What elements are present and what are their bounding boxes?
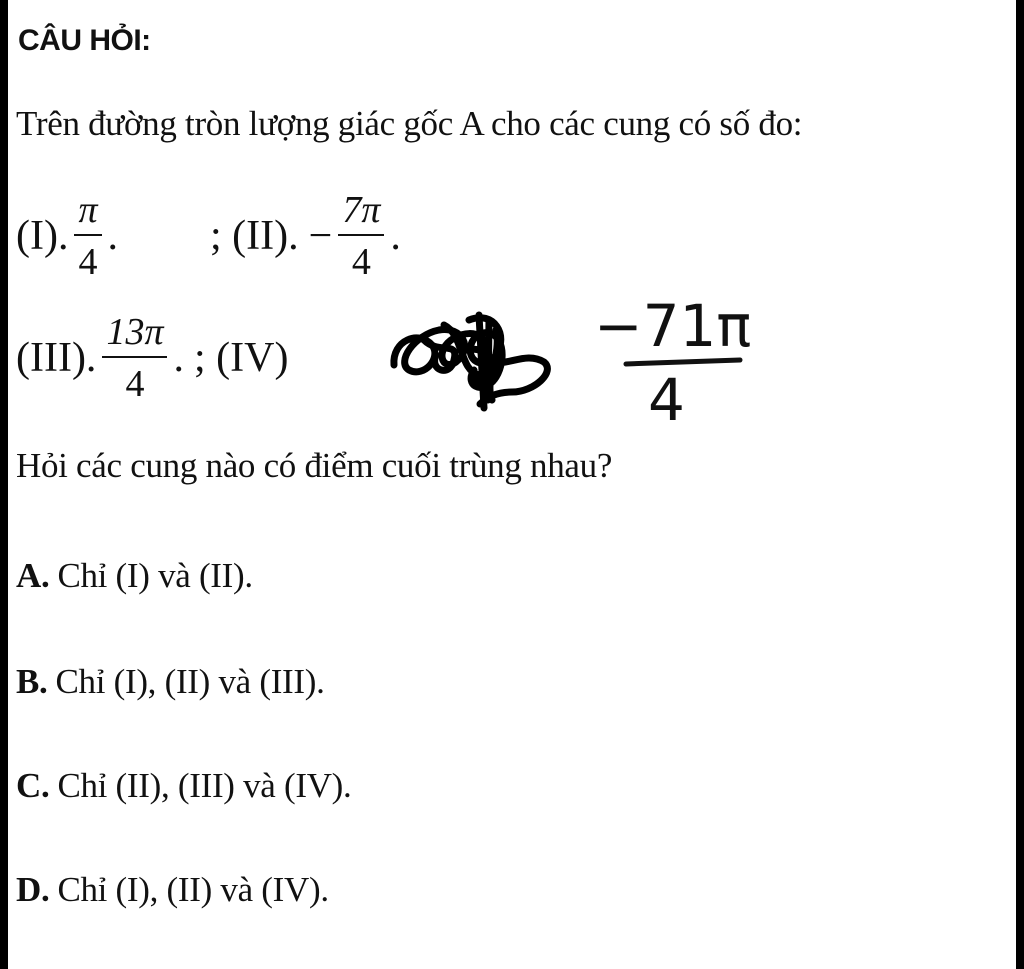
arc-ii-period: .: [390, 213, 401, 259]
arcs-line-1: [16, 188, 401, 284]
option-text: Chỉ (I), (II) và (IV).: [57, 870, 329, 909]
question-prompt: Trên đường tròn lượng giác gốc A cho các cung có số đo:: [16, 104, 803, 143]
ink-scribble-overlay: [384, 300, 554, 420]
question-heading: CÂU HỎI:: [18, 24, 151, 57]
question-page: [8, 0, 1016, 969]
arcs-line-2: [16, 310, 288, 406]
arc-ii-fraction: [338, 188, 384, 284]
arc-iv-label: ; (IV): [193, 335, 289, 381]
option-letter: C.: [16, 766, 50, 805]
arc-iii-fraction: [102, 310, 167, 406]
option-a[interactable]: [16, 556, 253, 596]
arc-iii-denominator: 4: [125, 363, 145, 405]
arc-i-label: (I).: [16, 213, 69, 259]
arc-ii-denominator: 4: [351, 241, 371, 283]
question-ask: Hỏi các cung nào có điểm cuối trùng nhau?: [16, 446, 613, 485]
handwritten-fraction: [588, 280, 788, 450]
arc-ii-label: ; (II).: [210, 213, 299, 259]
arc-ii-sign: −: [308, 213, 333, 259]
option-text: Chỉ (II), (III) và (IV).: [57, 766, 352, 805]
option-d[interactable]: [16, 870, 329, 910]
arc-iii-numerator: 13π: [102, 310, 167, 358]
arc-i-numerator: π: [74, 188, 101, 236]
arc-i-period: .: [107, 213, 119, 259]
handwritten-denominator: 4: [648, 366, 685, 434]
option-letter: B.: [16, 662, 48, 701]
option-text: Chỉ (I), (II) và (III).: [55, 662, 325, 701]
option-text: Chỉ (I) và (II).: [57, 556, 253, 595]
arc-i-fraction: [74, 188, 101, 284]
handwritten-numerator: −71π: [594, 292, 752, 360]
option-letter: A.: [16, 556, 50, 595]
option-c[interactable]: [16, 766, 351, 806]
arc-i-denominator: 4: [78, 241, 98, 283]
arc-iii-period: .: [173, 335, 184, 381]
arc-iii-label: (III).: [16, 335, 97, 381]
option-letter: D.: [16, 870, 50, 909]
arc-ii-numerator: 7π: [338, 188, 384, 236]
option-b[interactable]: [16, 662, 325, 702]
